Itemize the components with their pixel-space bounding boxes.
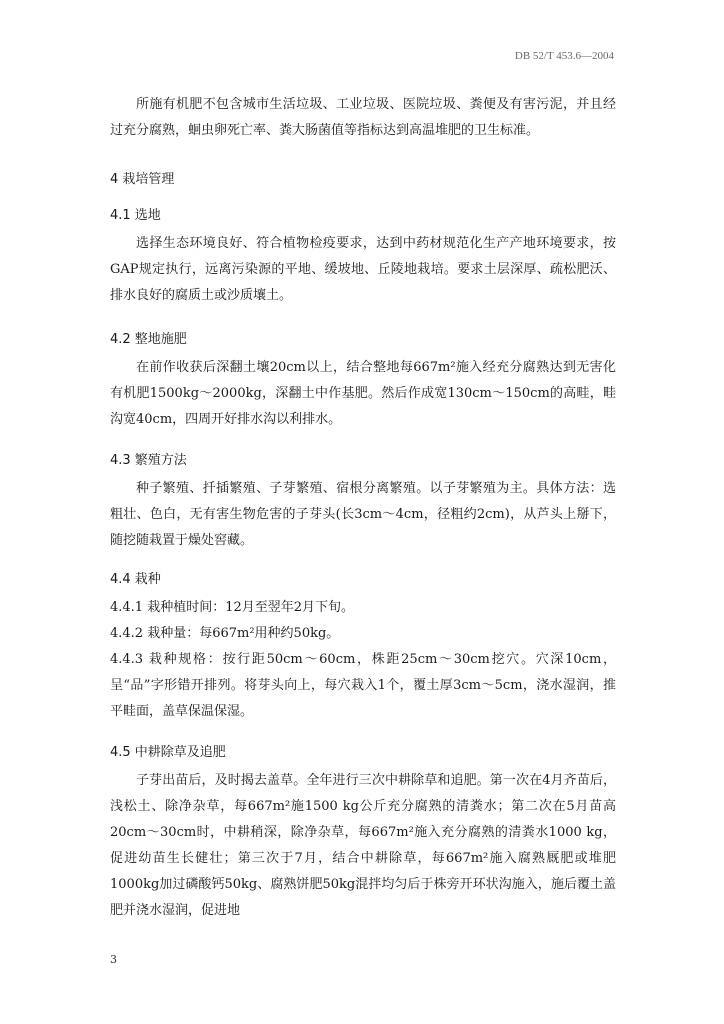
section-4-5-text: 子芽出苗后，及时揭去盖草。全年进行三次中耕除草和追肥。第一次在4月齐苗后，浅松土、除净杂草，每667m²施1500 kg公斤充分腐熟的清粪水；第二次在5月苗高20cm～30cm时，中耕稍深，除净杂草，每667m²施入充分腐熟的清粪水1000 kg，促进幼苗生长健壮；第三次于7月，结合中耕除草，每667m²施入腐熟厩肥或堆肥1000kg加过磷酸钙50kg、腐熟饼肥50kg混拌均匀后于株旁开环状沟施入，施后覆土盖肥并浇水湿润，促进地 <box>110 773 616 918</box>
section-4-1-title: 4.1 选地 <box>110 208 161 223</box>
section-4-1-text: 选择生态环境良好、符合植物检疫要求，达到中药材规范化生产产地环境要求，按GAP规定执行，远离污染源的平地、缓坡地、丘陵地栽培。要求土层深厚、疏松肥沃、排水良好的腐质土或沙质壤土。 <box>110 236 616 303</box>
section-4-3-block <box>110 451 616 554</box>
section-4-1-block <box>110 206 616 309</box>
section-4-4-3-item: 4.4.3 栽种规格：按行距50cm～60cm，株距25cm～30cm挖穴。穴深10cm，呈“品”字形错开排列。将芽头向上，每穴栽入1个，覆土厚3cm～5cm，浇水湿润，推平畦面，盖草保温保湿。 <box>110 652 616 719</box>
section-4-2-text: 在前作收获后深翻土壤20cm以上，结合整地每667m²施入经充分腐熟达到无害化有机肥1500kg～2000kg，深翻土中作基肥。然后作成宽130cm～150cm的高畦，畦沟宽40cm，四周开好排水沟以利排水。 <box>110 360 616 427</box>
section-4-5-block <box>110 743 616 924</box>
page-number: 3 <box>110 953 117 966</box>
section-4-4-block <box>110 570 616 725</box>
section-4-5-title: 4.5 中耕除草及追肥 <box>110 745 226 760</box>
section-4-2-title: 4.2 整地施肥 <box>110 332 187 347</box>
document-header-id: DB 52/T 453.6—2004 <box>514 50 614 62</box>
section-4-4-title: 4.4 栽种 <box>110 572 161 587</box>
section-4-3-title: 4.3 繁殖方法 <box>110 453 187 468</box>
section-4-4-2-item: 4.4.2 栽种量：每667m²用种约50kg。 <box>110 626 340 641</box>
section-4-heading-block <box>110 170 616 190</box>
section-4-3-text: 种子繁殖、扦插繁殖、子芽繁殖、宿根分离繁殖。以子芽繁殖为主。具体方法：选粗壮、色白，无有害生物危害的子芽头(长3cm～4cm，径粗约2cm)，从芦头上掰下，随挖随栽置于燥处窖藏。 <box>110 481 616 548</box>
intro-paragraph-block <box>110 92 616 144</box>
intro-paragraph: 所施有机肥不包含城市生活垃圾、工业垃圾、医院垃圾、粪便及有害污泥，并且经过充分腐熟，蛔虫卵死亡率、粪大肠菌值等指标达到高温堆肥的卫生标准。 <box>110 97 616 138</box>
section-4-4-1-item: 4.4.1 栽种植时间：12月至翌年2月下旬。 <box>110 600 355 615</box>
section-4-2-block <box>110 330 616 433</box>
section-4-title: 4 栽培管理 <box>110 172 175 187</box>
